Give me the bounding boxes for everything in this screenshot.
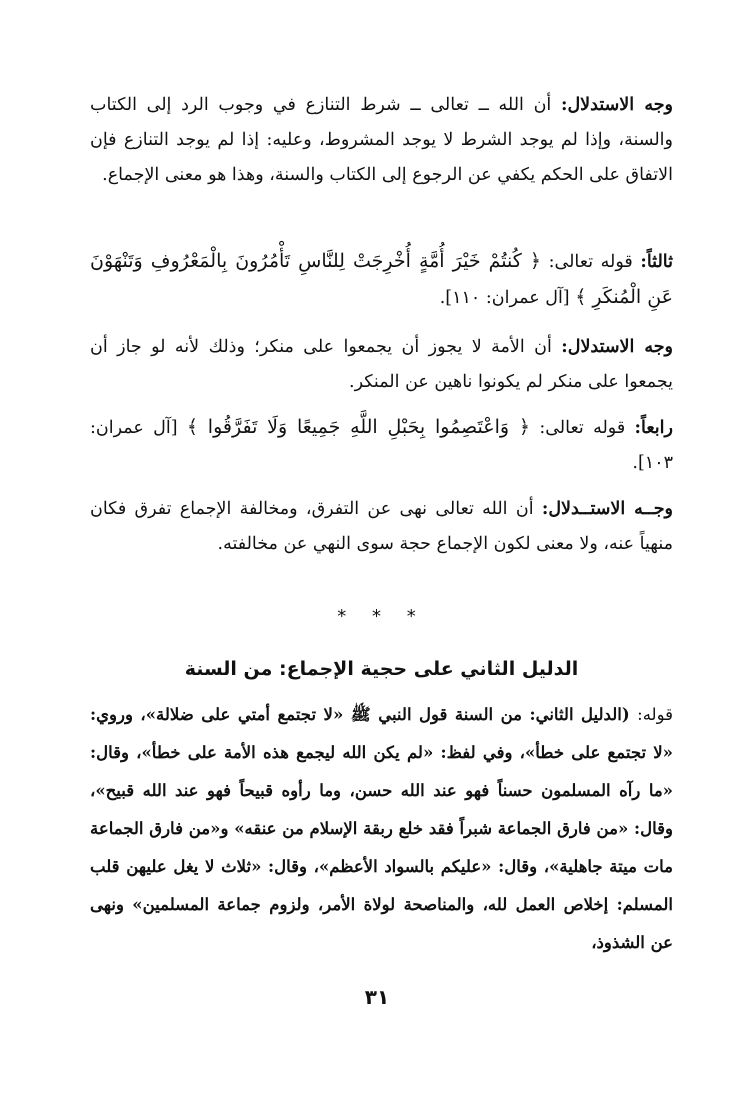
verse-reference: [آل عمران: ١١٠]. <box>439 288 570 308</box>
paragraph-fourth-evidence <box>90 410 673 481</box>
paragraph-inference-2 <box>90 330 673 400</box>
hadith-lead: قوله: <box>637 705 673 724</box>
inference-label: وجــه الاستــدلال: <box>541 499 673 519</box>
third-label: ثالثاً: <box>640 252 673 272</box>
quran-verse: ﴿ كُنتُمْ خَيْرَ أُمَّةٍ أُخْرِجَتْ لِلنَّاسِ تَأْمُرُونَ بِالْمَعْرُوفِ وَتَنْهَوْنَ عَنِ الْمُنكَرِ ﴾ <box>90 250 673 308</box>
page-number: ٣١ <box>364 985 390 1009</box>
inference-label: وجه الاستدلال: <box>560 95 673 115</box>
quran-verse: ﴿ وَاعْتَصِمُوا بِحَبْلِ اللَّهِ جَمِيعًا وَلَا تَفَرَّقُوا ﴾ <box>186 416 530 438</box>
paragraph-text: أن الله ــ تعالى ــ شرط التنازع في وجوب الرد إلى الكتاب والسنة، وإذا لم يوجد الشرط لا يوجد المشروط، وعليه: إذا لم يوجد التنازع فإن الاتفاق على الحكم يكفي عن الرجوع إلى الكتاب والسنة، وهذا هو معنى الإجماع. <box>90 95 673 185</box>
paragraph-inference-1 <box>90 88 673 193</box>
paragraph-text: أن الأمة لا يجوز أن يجمعوا على منكر؛ وذلك لأنه لو جاز أن يجمعوا على منكر لم يكونوا ناهين عن المنكر. <box>90 337 673 392</box>
paragraph-third-evidence <box>90 244 673 316</box>
verse-intro: قوله تعالى: <box>539 418 626 438</box>
hadith-quote-block <box>90 696 673 962</box>
inference-label: وجه الاستدلال: <box>561 337 673 357</box>
hadith-text: (الدليل الثاني: من السنة قول النبي ﷺ «لا تجتمع أمتي على ضلالة»، وروي: «لا تجتمع على خطأ»، وفي لفظ: «لم يكن الله ليجمع هذه الأمة على خطأ»، وقال: «ما رآه المسلمون حسناً فهو عند الله حسن، وما رأوه قبيحاً فهو عند الله قبيح»، وقال: «من فارق الجماعة شبراً فقد خلع ربقة الإسلام من عنقه» و«من فارق الجماعة مات ميتة جاهلية»، وقال: «عليكم بالسواد الأعظم»، وقال: «ثلاث لا يغل عليهن قلب المسلم: إخلاص العمل لله، والمناصحة لولاة الأمر، ولزوم جماعة المسلمين» ونهى عن الشذوذ، <box>90 705 673 952</box>
verse-intro: قوله تعالى: <box>548 252 633 272</box>
paragraph-text: أن الله تعالى نهى عن التفرق، ومخالفة الإجماع تفرق فكان منهياً عنه، ولا معنى لكون الإجماع حجة سوى النهي عن مخالفته. <box>90 499 673 554</box>
paragraph-inference-3 <box>90 492 673 562</box>
section-heading: الدليل الثاني على حجية الإجماع: من السنة <box>184 658 579 680</box>
section-separator: * * * <box>337 606 426 627</box>
fourth-label: رابعاً: <box>634 418 673 438</box>
verse-reference: [آل عمران: ١٠٣]. <box>90 418 673 473</box>
